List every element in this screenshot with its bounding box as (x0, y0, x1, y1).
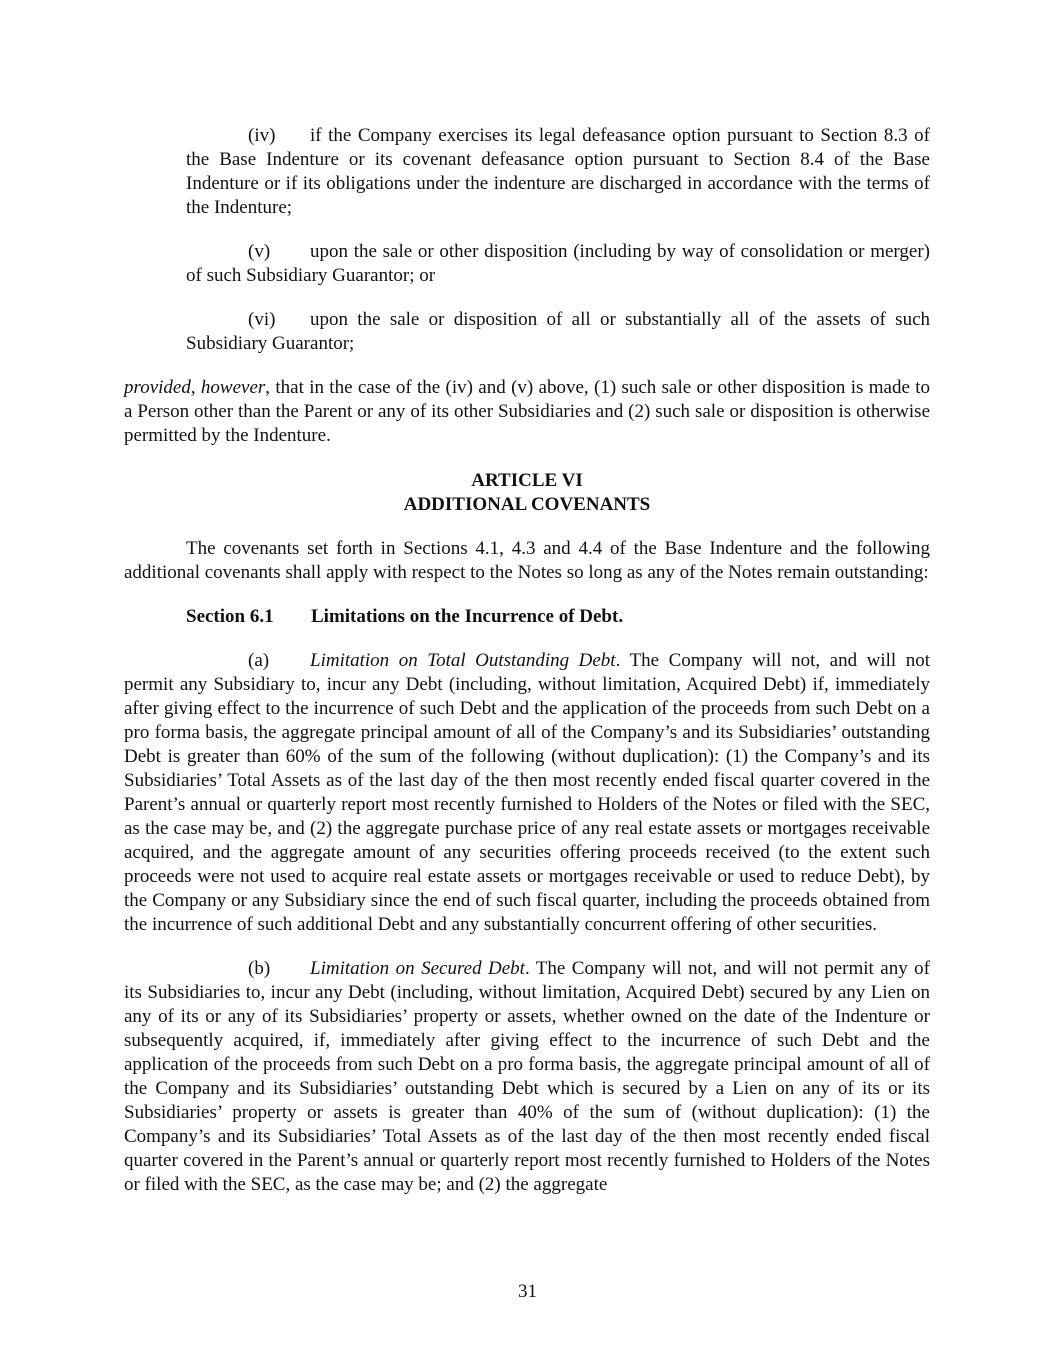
page-number: 31 (518, 1281, 537, 1302)
item-enumerator: (vi) (248, 309, 276, 330)
subsection-a (124, 649, 930, 937)
subsection-b (124, 957, 930, 1197)
item-text: if the Company exercises its legal defeasance option pursuant to Section 8.3 of the Base Indenture or its covenant defeasance option pursuant to Section 8.4 of the Base Indenture or if its obligations under the indenture are discharged in accordance with the terms of the Indenture; (186, 125, 930, 218)
release-item-iv (186, 124, 930, 220)
item-text: upon the sale or disposition of all or substantially all of the assets of such Subsidiary Guarantor; (186, 309, 930, 354)
document-page (124, 124, 930, 1197)
proviso-provided: provided (124, 377, 191, 398)
intro-paragraph: The covenants set forth in Sections 4.1, 4.3 and 4.4 of the Base Indenture and the following additional covenants shall apply with respect to the Notes so long as any of the Notes remain outstanding: (124, 538, 930, 583)
section-title: Limitations on the Incurrence of Debt. (311, 606, 624, 627)
item-enumerator: (iv) (248, 125, 276, 146)
proviso-paragraph (124, 376, 930, 448)
section-heading (186, 605, 930, 629)
item-enumerator: (v) (248, 241, 271, 262)
item-text: upon the sale or other disposition (including by way of consolidation or merger) of such Subsidiary Guarantor; or (186, 241, 930, 286)
proviso-text: , that in the case of the (iv) and (v) above, (1) such sale or other disposition is made to a Person other than the Parent or any of its other Subsidiaries and (2) such sale or disposition is otherwise permitted by the Indenture. (124, 377, 930, 446)
subsection-enumerator: (a) (248, 650, 270, 671)
section-number: Section 6.1 (186, 606, 274, 627)
subsection-text: . The Company will not, and will not permit any of its Subsidiaries to, incur any Debt (including, without limitation, Acquired Debt) secured by any Lien on any of its or any of its Subsidiaries’ property or assets, whether owned on the date of the Indenture or subsequently acquired, if, immediately after giving effect to the incurrence of such Debt and the application of the proceeds from such Debt on a pro forma basis, the aggregate principal amount of all of the Company and its Subsidiaries’ outstanding Debt which is secured by a Lien on any of its or its Subsidiaries’ property or assets is greater than 40% of the sum of (without duplication): (1) the Company’s and its Subsidiaries’ Total Assets as of the last day of the then most recently ended fiscal quarter covered in the Parent’s annual or quarterly report most recently furnished to Holders of the Notes or filed with the SEC, as the case may be; and (2) the aggregate (124, 958, 930, 1195)
subsection-heading: Limitation on Secured Debt (310, 958, 525, 979)
subsection-heading: Limitation on Total Outstanding Debt (310, 650, 616, 671)
article-number: ARTICLE VI (471, 470, 583, 491)
proviso-however: however (200, 377, 266, 398)
proviso-comma: , (190, 377, 201, 398)
release-item-v (186, 240, 930, 288)
subsection-text: . The Company will not, and will not permit any Subsidiary to, incur any Debt (including, without limitation, Acquired Debt) if, immediately after giving effect to the incurrence of such Debt and the application of the proceeds from such Debt on a pro forma basis, the aggregate principal amount of all of the Company’s and its Subsidiaries’ outstanding Debt is greater than 60% of the sum of the following (without duplication): (1) the Company’s and its Subsidiaries’ Total Assets as of the last day of the then most recently ended fiscal quarter covered in the Parent’s annual or quarterly report most recently furnished to Holders of the Notes or filed with the SEC, as the case may be, and (2) the aggregate purchase price of any real estate assets or mortgages receivable acquired, and the aggregate amount of any securities offering proceeds received (to the extent such proceeds were not used to acquire real estate assets or mortgages receivable or used to reduce Debt), by the Company or any Subsidiary since the end of such fiscal quarter, including the proceeds obtained from the incurrence of such additional Debt and any substantially concurrent offering of other securities. (124, 650, 930, 935)
article-title: ADDITIONAL COVENANTS (403, 494, 651, 515)
subsection-enumerator: (b) (248, 958, 271, 979)
release-item-vi (186, 308, 930, 356)
